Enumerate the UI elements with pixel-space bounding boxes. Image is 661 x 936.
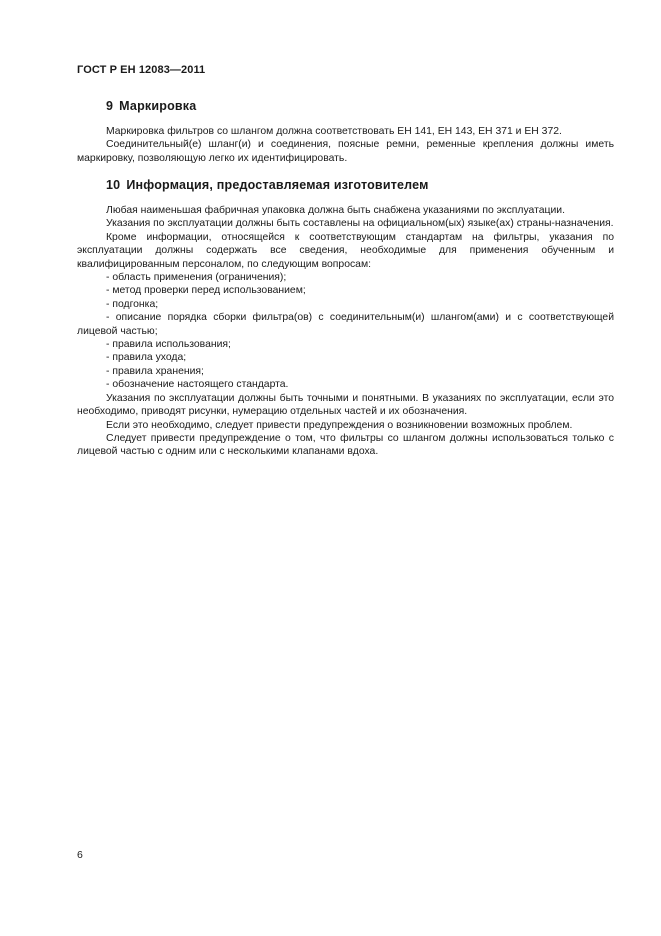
section-9	[77, 99, 614, 165]
section-number: 9	[106, 99, 114, 113]
paragraph: Кроме информации, относящейся к соответствующим стандартам на фильтры, указания по эксплуатации должны содержать все сведения, необходимые для применения обученным и квалифицированным персоналом, по следующим вопросам:	[77, 231, 614, 270]
paragraph: Любая наименьшая фабричная упаковка должна быть снабжена указаниями по эксплуатации.	[106, 205, 565, 216]
page-number: 6	[77, 849, 83, 861]
list-item: - правила использования;	[106, 339, 231, 351]
list-item: - обозначение настоящего стандарта.	[106, 379, 289, 391]
page-header: ГОСТ Р ЕН 12083—2011	[77, 64, 206, 76]
paragraph: Указания по эксплуатации должны быть точными и понятными. В указаниях по эксплуатации, если это необходимо, приводят рисунки, нумерацию отдельных частей и их обозначения.	[77, 392, 614, 418]
section-title	[77, 178, 614, 193]
list-item: - описание порядка сборки фильтра(ов) с соединительным(и) шлангом(ами) и с соответствующей лицевой частью;	[77, 312, 614, 337]
paragraph: Соединительный(е) шланг(и) и соединения, поясные ремни, ременные крепления должны иметь маркировку, позволяющую легко их идентифицировать.	[77, 139, 614, 164]
section-10	[77, 178, 614, 459]
section-number: 10	[106, 178, 121, 192]
list-item: - правила ухода;	[106, 352, 187, 364]
paragraph: Маркировка фильтров со шлангом должна соответствовать ЕН 141, ЕН 143, ЕН 371 и ЕН 372.	[106, 126, 562, 137]
list-item: - область применения (ограничения);	[106, 272, 287, 284]
section-title	[77, 99, 614, 114]
list-item: - правила хранения;	[106, 365, 204, 377]
paragraph: Указания по эксплуатации должны быть составлены на официальном(ых) языке(ах) страны-назначения.	[106, 218, 614, 230]
list-item: - метод проверки перед использованием;	[106, 285, 306, 297]
section-heading: Маркировка	[119, 99, 197, 113]
paragraph: Следует привести предупреждение о том, что фильтры со шлангом должны использоваться только с лицевой частью с одним или с несколькими клапанами вдоха.	[77, 432, 614, 458]
paragraph: Если это необходимо, следует привести предупреждения о возникновении возможных проблем.	[106, 419, 573, 431]
list-item: - подгонка;	[106, 298, 159, 310]
section-heading: Информация, предоставляемая изготовителем	[126, 178, 429, 192]
